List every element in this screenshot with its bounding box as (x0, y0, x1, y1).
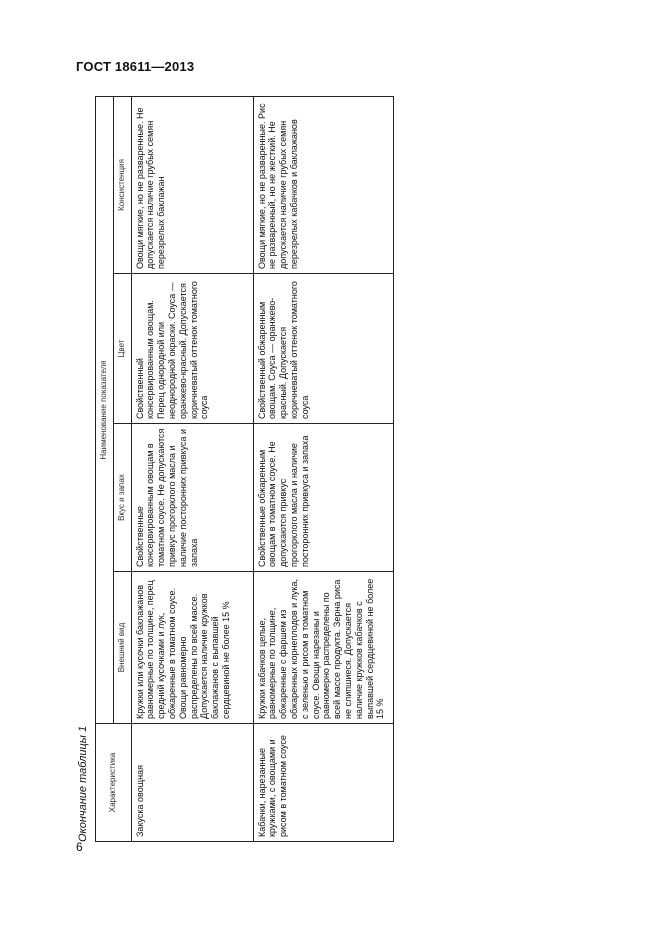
cell-color: Свойственный консервированным овощам. Перец однородной или неоднородной окраски. Соуса — оранжево-красный. Допускается коричневатый оттенок томатного соуса (131, 274, 253, 424)
cell-appearance: Кружки кабачков целые, равномерные по толщине, обжаренные с фаршем из обжаренных корнеплодов и лука, с зеленью и рисом в томатном соусе. Овощи нарезаны и равномерно распределены по всей массе продукта. Зерна риса не слипшиеся. Допускается наличие кружков кабачков с выпавшей сердцевиной не более 15 % (253, 572, 393, 724)
cell-consistency: Овощи мягкие, но не разваренные. Не допускается наличие грубых семян перезрелых баклажан (131, 96, 253, 273)
cell-characteristic: Закуска овощная (131, 724, 253, 842)
cell-consistency: Овощи мягкие, но не разваренные. Рис не разваренный, но не жесткий. Не допускается наличие грубых семян перезрелых кабачков и баклажанов (253, 96, 393, 273)
cell-color: Свойственный обжаренным овощам. Соуса — оранжево-красный. Допускается коричневатый оттенок томатного соуса (253, 274, 393, 424)
cell-appearance: Кружки или кусочки баклажанов равномерные по толщине, перец средний кусочками и лук, обжаренные в томатном соусе. Овощи равномерно распределены по всей массе. Допускается наличие кружков баклажанов с выпавшей сердцевиной не более 15 % (131, 572, 253, 724)
header-row-group (96, 96, 114, 841)
page-number: 6 (76, 840, 83, 854)
header-group: Наименование показателя (96, 96, 114, 723)
table-row (131, 96, 253, 841)
cell-characteristic: Кабачки, нарезанные кружками, с овощами и рисом в томатном соусе (253, 724, 393, 842)
table-caption: Окончание таблицы 1 (77, 725, 89, 842)
header-appearance: Внешний вид (113, 572, 131, 724)
cell-taste-smell: Свойственные обжаренным овощам в томатном соусе. Не допускаются привкус прогорклого масла и наличие посторонних привкуса и запаха (253, 424, 393, 572)
requirements-table (95, 96, 394, 842)
header-characteristic: Характеристика (96, 724, 132, 842)
header-color: Цвет (113, 274, 131, 424)
cell-taste-smell: Свойственные консервированным овощам в томатном соусе. Не допускаются привкус прогорклого масла и наличие посторонних привкуса и запаха (131, 424, 253, 572)
header-taste-smell: Вкус и запах (113, 424, 131, 572)
header-consistency: Консистенция (113, 96, 131, 273)
rotated-table-block (77, 92, 402, 852)
document-code: ГОСТ 18611—2013 (76, 59, 195, 74)
table-row (253, 96, 393, 841)
